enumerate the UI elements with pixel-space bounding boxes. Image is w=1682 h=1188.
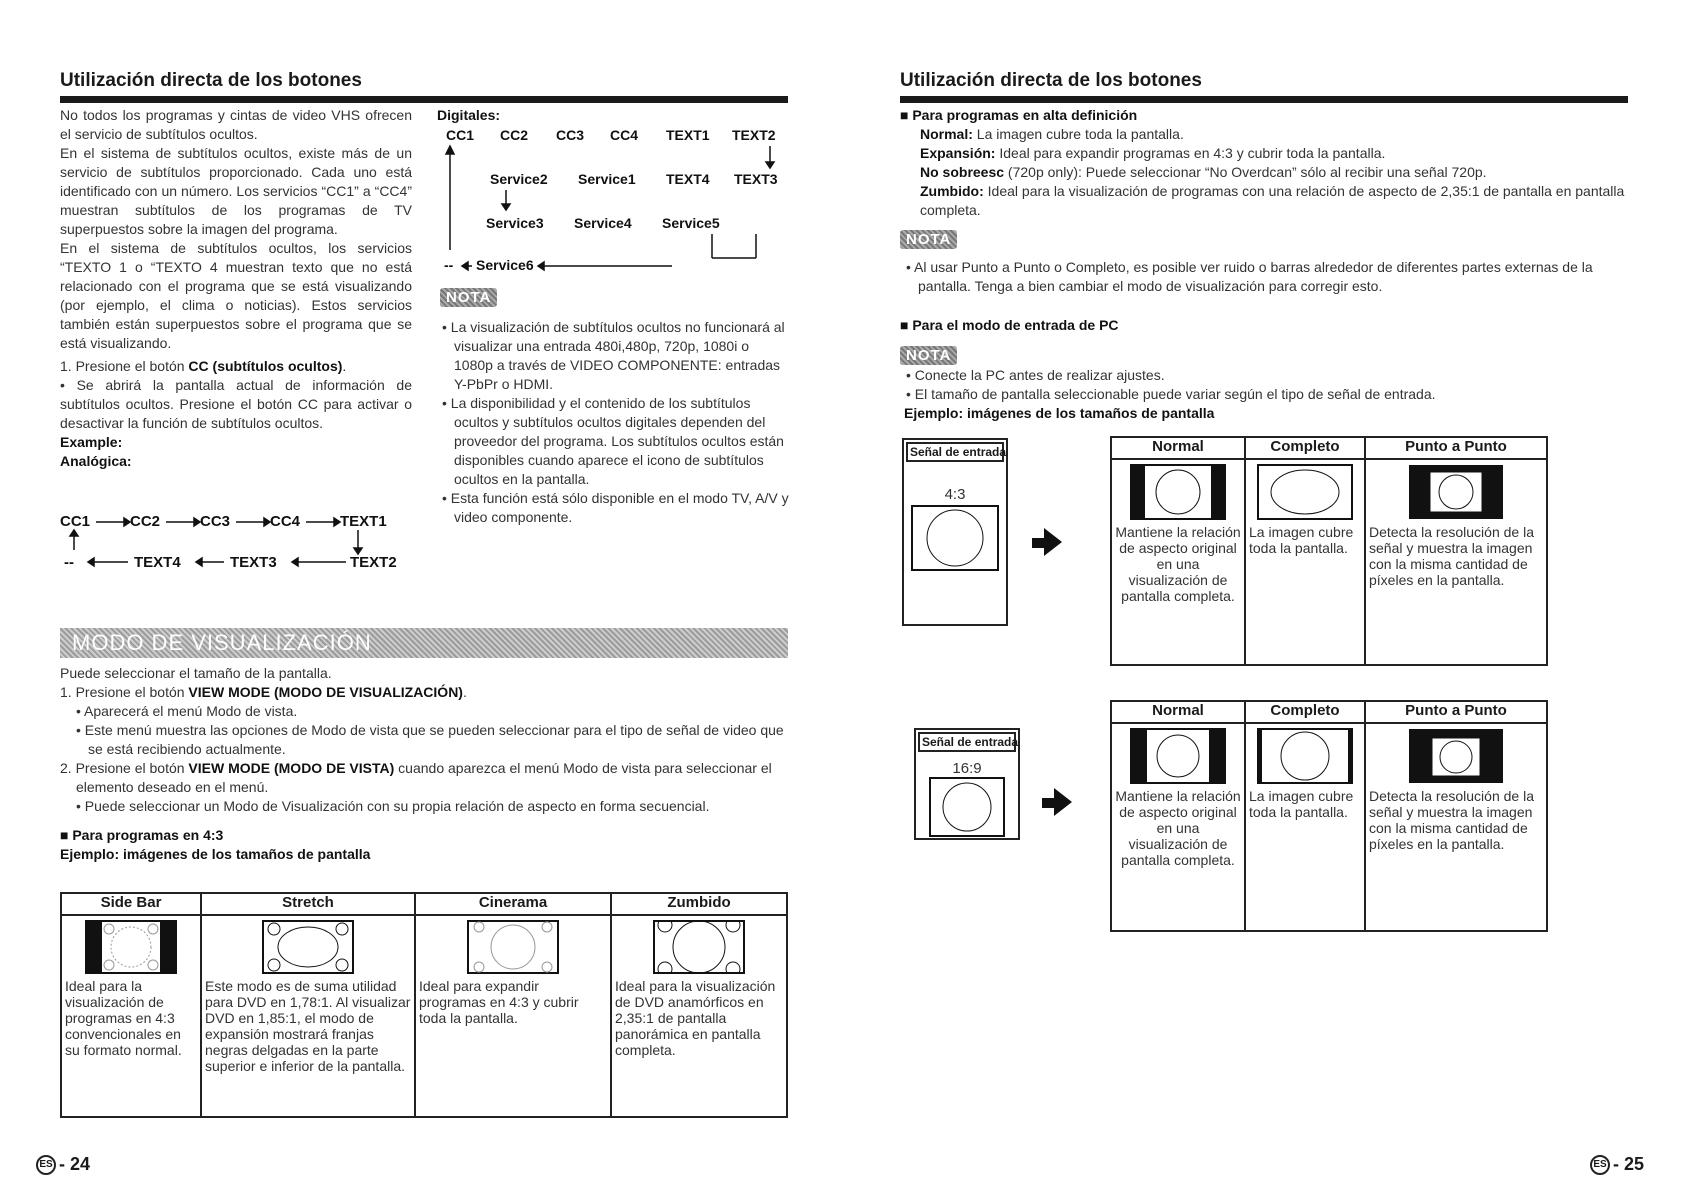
analog-node: CC1 [60,513,91,530]
hd-heading: ■ Para programas en alta definición [900,107,1138,123]
digital-node: Service3 [486,215,544,231]
input-signal-169 [914,728,1020,840]
analog-node: CC2 [130,513,161,530]
side-bar-screen-icon [85,920,177,974]
arrow-right-icon [1044,528,1062,556]
col-header: Side Bar [61,893,201,915]
nota-item: • Al usar Punto a Punto o Completo, es posible ver ruido o barras alrededor de diferentes partes externas de la pantalla. Tenga a bien cambiar el modo de visualización para corregir esto. [906,259,1593,294]
mode-desc: Detecta la resolución de la señal y muestra la imagen con la misma cantidad de píxeles en la pantalla. [1369,524,1534,588]
analog-label: Analógica: [60,453,132,469]
vm-step-1-bullet: • Aparecerá el menú Modo de vista. [76,703,298,719]
vm-intro: Puede seleccionar el tamaño de la pantalla. [60,665,332,681]
digital-node: CC2 [500,127,529,143]
table-cell [1111,723,1245,931]
vm-step-2: 2. Presione el botón VIEW MODE (MODO DE VISTA) cuando aparezca el menú Modo de vista para seleccionar el elemento deseado en el menú. [60,760,772,795]
mode-desc: Mantiene la relación de aspecto original en una visualización de pantalla completa. [1115,524,1241,604]
hd-item: Zumbido: Ideal para la visualización de programas con una relación de aspecto de 2,35:1 de pantalla en pantalla completa. [920,183,1625,218]
left-title-rule [60,96,788,103]
nota-badge: NOTA [440,288,497,307]
digital-node: Service5 [662,215,720,231]
analog-node: CC4 [270,513,301,530]
digital-node: Service4 [574,215,632,231]
example-label: Example: [60,434,123,450]
intro-paragraph: En el sistema de subtítulos ocultos, los servicios “TEXTO 1 o “TEXTO 4 muestran texto que no está relacionado con el programa que se está visualizando (por ejemplo, el clima o noticias). Estos servicios también están superpuestos sobre el programa que se está visualizando. [60,240,412,351]
col-header: Punto a Punto [1365,701,1547,723]
right-page-number: ES - 25 [1590,1154,1644,1175]
col-header: Cinerama [415,893,611,915]
view-mode-band: MODO DE VISUALIZACIÓN [60,628,788,658]
pc-nota-list [904,366,1630,423]
full-169-screen-icon [1257,728,1353,784]
hd-item: Expansión: Ideal para expandir programas en 4:3 y cubrir toda la pantalla. [920,145,1386,161]
input-169-screen-icon [929,777,1005,837]
col-header: Zumbido [611,893,787,915]
view-mode-instructions [60,664,790,864]
digital-node: CC1 [446,127,475,143]
cc-step-1-bullet: • Se abrirá la pantalla actual de información de subtítulos ocultos. Presione el botón CC para activar o desactivar la función de subtítulos ocultos. [60,377,412,431]
digital-cc-diagram [440,126,790,284]
digital-label: Digitales: [437,107,501,123]
svg-text:--: -- [64,554,74,571]
left-nota-list [440,318,790,527]
mode-desc: Ideal para expandir programas en 4:3 y cubrir toda la pantalla. [419,978,579,1026]
left-intro [60,106,412,471]
col-header: Punto a Punto [1365,437,1547,459]
nota-item: • Esta función está sólo disponible en el modo TV, A/V y video componente. [442,490,789,525]
digital-node: TEXT1 [666,127,710,143]
analog-node: TEXT1 [340,513,387,530]
intro-paragraph: En el sistema de subtítulos ocultos, existe más de un servicio de subtítulos proporcionado. Cada uno está identificado con un número. Los servicios “CC1” a “CC4” muestran subtítulos de los programas de TV superpuestos sobre la imagen del programa. [60,145,412,237]
table-cell [415,915,611,1117]
input-signal-43 [902,438,1008,626]
cc-step-1: 1. Presione el botón CC (subtítulos ocultos). [60,358,347,374]
nota-item: • La disponibilidad y el contenido de los subtítulos ocultos y subtítulos ocultos digitales dependen del proveedor del programa. Los subtítulos ocultos están disponibles cuando aparece el icono de subtítulos ocultos en la pantalla. [442,395,784,487]
pc-43-table [1110,436,1548,666]
dot-by-dot-169-screen-icon [1408,728,1504,784]
sub43-example: Ejemplo: imágenes de los tamaños de pantalla [60,846,371,862]
table-cell [1365,723,1547,931]
table-cell [1245,459,1365,665]
ratio-label: 4:3 [944,486,966,503]
es-language-icon: ES [1590,1155,1610,1175]
nota-badge: NOTA [900,230,957,249]
mode-desc: Detecta la resolución de la señal y muestra la imagen con la misma cantidad de píxeles en la pantalla. [1369,788,1534,852]
intro-paragraph: No todos los programas y cintas de video VHS ofrecen el servicio de subtítulos ocultos. [60,107,412,142]
nota-item: • El tamaño de pantalla seleccionable puede variar según el tipo de señal de entrada. [906,386,1436,402]
cinerama-screen-icon [467,920,559,974]
mode-desc: Este modo es de suma utilidad para DVD en 1,78:1. Al visualizar DVD en 1,85:1, el modo de expansión mostrará franjas negras delgadas en la parte superior e inferior de la pantalla. [205,978,411,1074]
mode-desc: Mantiene la relación de aspecto original en una visualización de pantalla completa. [1115,788,1241,868]
ratio-label: 16:9 [952,760,982,777]
digital-node: TEXT4 [666,171,710,187]
vm-step-1-bullet: • Este menú muestra las opciones de Modo de vista que se pueden seleccionar para el tipo de señal de video que se está recibiendo actualmente. [76,722,784,757]
stretch-screen-icon [262,920,354,974]
digital-node: TEXT3 [734,171,778,187]
nota-item: • La visualización de subtítulos ocultos no funcionará al visualizar una entrada 480i,480p, 720p, 1080i o 1080p a través de VIDEO COMPONENTE: entradas Y-PbPr o HDMI. [442,319,785,392]
col-header: Stretch [201,893,415,915]
arrow-shaft [1032,538,1046,548]
analog-cc-diagram [58,510,418,580]
hd-item: Normal: La imagen cubre toda la pantalla. [920,126,1184,142]
col-header: Normal [1111,437,1245,459]
table-cell [611,915,787,1117]
hd-item: No sobreesc (720p only): Puede seleccionar “No Overdcan” sólo al recibir una señal 720p. [920,164,1487,180]
mode-desc: Ideal para la visualización de programas en 4:3 convencionales en su formato normal. [65,978,182,1058]
right-page-title: Utilización directa de los botones [900,70,1202,91]
nota-badge: NOTA [900,346,957,365]
analog-node: TEXT2 [350,554,397,571]
vm-step-1: 1. Presione el botón VIEW MODE (MODO DE VISUALIZACIÓN). [60,684,467,700]
es-language-icon: ES [36,1155,56,1175]
table-cell [201,915,415,1117]
arrow-shaft [1042,798,1056,808]
analog-node: TEXT3 [230,554,277,571]
aspect-43-table [60,892,788,1118]
table-cell [61,915,201,1117]
nota-item: • Conecte la PC antes de realizar ajustes. [906,367,1165,383]
analog-node: CC3 [200,513,231,530]
col-header: Completo [1245,437,1365,459]
table-cell [1365,459,1547,665]
normal-43-screen-icon [1130,464,1226,520]
right-title-rule [900,96,1628,103]
input-signal-label: Señal de entrada [918,732,1016,752]
mode-desc: La imagen cubre toda la pantalla. [1249,524,1354,556]
sub43-heading: ■ Para programas en 4:3 [60,827,224,843]
digital-node: Service1 [578,171,636,187]
mode-desc: Ideal para la visualización de DVD anamórficos en 2,35:1 de pantalla panorámica en pantalla completa. [615,978,776,1058]
vm-step-2-bullet: • Puede seleccionar un Modo de Visualización con su propia relación de aspecto en forma secuencial. [76,798,710,814]
input-43-screen-icon [911,505,999,571]
digital-node: TEXT2 [732,127,776,143]
dot-by-dot-43-screen-icon [1408,464,1504,520]
digital-node: CC4 [610,127,639,143]
left-page-number: ES - 24 [36,1154,90,1175]
col-header: Normal [1111,701,1245,723]
pc-169-table [1110,700,1548,932]
digital-node: Service6 [476,257,534,273]
pc-example: Ejemplo: imágenes de los tamaños de pantalla [904,405,1215,421]
hd-section [900,106,1630,220]
analog-node: TEXT4 [134,554,181,571]
arrow-right-icon [1054,788,1072,816]
input-signal-label: Señal de entrada [906,442,1004,462]
left-page-title: Utilización directa de los botones [60,70,362,91]
col-header: Completo [1245,701,1365,723]
digital-node: CC3 [556,127,585,143]
table-cell [1245,723,1365,931]
svg-text:--: -- [444,257,454,273]
zoom-screen-icon [653,920,745,974]
digital-node: Service2 [490,171,548,187]
normal-169-screen-icon [1130,728,1226,784]
full-43-screen-icon [1257,464,1353,520]
table-cell [1111,459,1245,665]
mode-desc: La imagen cubre toda la pantalla. [1249,788,1354,820]
pc-heading: ■ Para el modo de entrada de PC [900,317,1119,333]
